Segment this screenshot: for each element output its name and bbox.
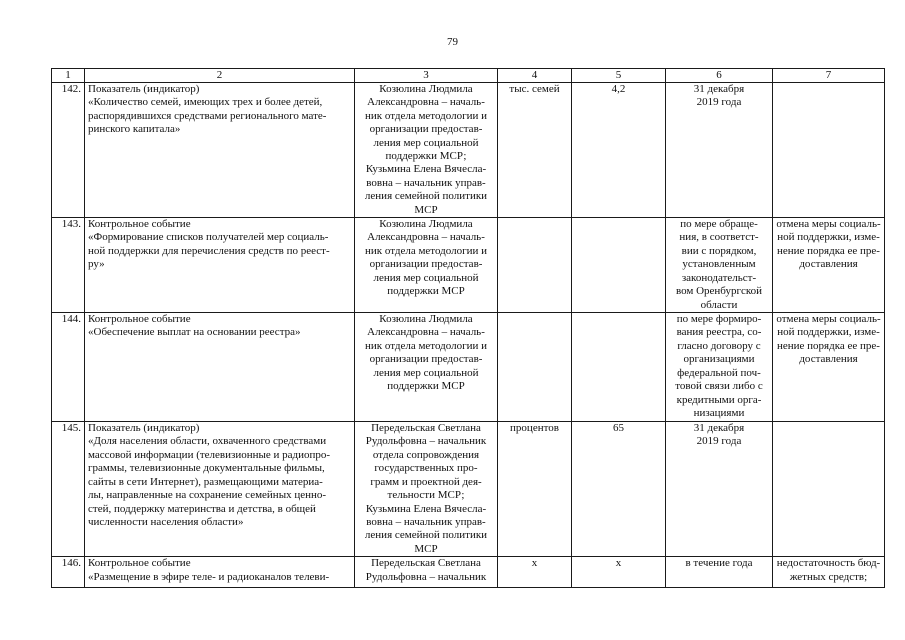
unit-cell <box>498 83 572 218</box>
column-header: 2 <box>85 69 355 83</box>
indicator-line: численности населения области» <box>88 515 244 528</box>
unit-line: тыс. семей <box>509 83 560 95</box>
unit-cell <box>498 557 572 588</box>
risk-line: нение порядка ее пре- <box>777 339 880 352</box>
value-line: 4,2 <box>611 83 626 95</box>
risk-line: отмена меры социаль- <box>776 218 881 231</box>
deadline-line: вания реестра, со- <box>676 326 762 339</box>
indicator-line: ринского капитала» <box>88 123 181 136</box>
risk-line: ной поддержки, изме- <box>777 231 880 244</box>
responsible-line: вовна – начальник управ- <box>366 176 486 189</box>
indicator-line: сайты в сети Интернет), размещающими материа- <box>88 475 323 488</box>
risk-line: доставления <box>799 353 858 366</box>
row-number-cell: 145. <box>52 422 85 557</box>
responsible-line: тельности МСР; <box>387 489 465 502</box>
risk-cell <box>773 313 885 422</box>
responsible-line: ления семейной политики <box>364 190 488 203</box>
responsible-line: Кузьмина Елена Вячесла- <box>365 163 487 176</box>
deadline-line: кредитными орга- <box>676 393 762 406</box>
responsible-line: Передельская Светлана <box>371 557 481 570</box>
risk-cell <box>773 557 885 588</box>
unit-line: х <box>531 557 538 570</box>
risk-cell <box>773 83 885 218</box>
deadline-line: 31 декабря <box>693 83 745 95</box>
deadline-line: области <box>700 298 738 311</box>
deadline-line: законодательст- <box>681 271 757 284</box>
page-number: 79 <box>447 36 458 48</box>
risk-line: доставления <box>799 258 858 271</box>
table-row <box>52 313 885 422</box>
responsible-line: ления мер социальной <box>373 136 479 149</box>
responsible-cell <box>355 313 498 422</box>
header-row <box>52 69 885 83</box>
plan-table <box>51 68 885 588</box>
deadline-line: товой связи либо с <box>675 380 763 393</box>
risk-line: жетных средств; <box>789 570 868 583</box>
row-number-cell: 142. <box>52 83 85 218</box>
responsible-line: МСР <box>414 542 438 555</box>
responsible-line: поддержки МСР <box>387 380 465 393</box>
indicator-line: «Размещение в эфире теле- и радиоканалов телеви- <box>88 570 330 583</box>
unit-cell <box>498 313 572 422</box>
deadline-line: 2019 года <box>696 435 742 448</box>
indicator-line: «Количество семей, имеющих трех и более детей, <box>88 96 323 109</box>
responsible-cell <box>355 422 498 557</box>
deadline-line: по мере формиро- <box>676 313 762 326</box>
deadline-line: организациями <box>683 353 755 366</box>
responsible-line: Козюлина Людмила <box>379 218 473 231</box>
deadline-line: вом Оренбургской <box>675 285 763 298</box>
deadline-cell <box>666 313 773 422</box>
value-line: х <box>615 557 622 570</box>
risk-line: отмена меры социаль- <box>776 313 881 326</box>
responsible-line: поддержки МСР; <box>385 150 467 163</box>
responsible-line: Александровна – началь- <box>367 96 485 109</box>
responsible-line: ник отдела методологии и <box>364 339 488 352</box>
deadline-line: федеральной поч- <box>677 366 761 379</box>
indicator-line: «Формирование списков получателей мер социаль- <box>88 231 329 244</box>
column-header: 4 <box>498 69 572 83</box>
value-cell <box>572 83 666 218</box>
deadline-line: вии с порядком, <box>681 244 757 257</box>
column-header: 1 <box>52 69 85 83</box>
responsible-line: организации предостав- <box>369 258 483 271</box>
table-row <box>52 83 885 218</box>
deadline-cell <box>666 218 773 313</box>
indicator-cell <box>85 83 355 218</box>
responsible-line: ления мер социальной <box>373 271 479 284</box>
indicator-cell <box>85 422 355 557</box>
table-row <box>52 218 885 313</box>
indicator-line: ной поддержки для перечисления средств по реест- <box>88 244 330 257</box>
row-number-cell: 146. <box>52 557 85 588</box>
indicator-cell <box>85 557 355 588</box>
table-row <box>52 422 885 557</box>
responsible-cell <box>355 218 498 313</box>
indicator-line: «Доля населения области, охваченного средствами <box>88 435 327 448</box>
deadline-line: низациями <box>693 406 745 419</box>
deadline-line: в течение года <box>685 557 753 570</box>
indicator-line: стей, поддержку материнства и детства, в общей <box>88 502 316 515</box>
deadline-line: ния, в соответст- <box>679 231 759 244</box>
responsible-line: Александровна – началь- <box>367 326 485 339</box>
column-header: 7 <box>773 69 885 83</box>
risk-line: нение порядка ее пре- <box>777 244 880 257</box>
indicator-line: Показатель (индикатор) <box>88 83 200 95</box>
deadline-line: гласно договору с <box>677 339 761 352</box>
column-header: 5 <box>572 69 666 83</box>
deadline-cell <box>666 557 773 588</box>
unit-cell <box>498 422 572 557</box>
responsible-line: Рудольфовна – начальник <box>365 570 487 583</box>
responsible-line: грамм и проектной дея- <box>370 475 482 488</box>
table-body <box>52 83 885 588</box>
row-number-cell: 143. <box>52 218 85 313</box>
responsible-cell <box>355 83 498 218</box>
value-cell <box>572 218 666 313</box>
column-header: 3 <box>355 69 498 83</box>
responsible-line: вовна – начальник управ- <box>366 515 486 528</box>
row-number-cell: 144. <box>52 313 85 422</box>
responsible-line: отдела сопровождения <box>372 448 480 461</box>
responsible-line: организации предостав- <box>369 123 483 136</box>
indicator-cell <box>85 313 355 422</box>
responsible-line: Кузьмина Елена Вячесла- <box>365 502 487 515</box>
indicator-line: Контрольное событие <box>88 557 191 570</box>
risk-line: недостаточность бюд- <box>776 557 881 570</box>
table-row <box>52 557 885 588</box>
responsible-line: Александровна – началь- <box>367 231 485 244</box>
indicator-line: «Обеспечение выплат на основании реестра» <box>88 326 301 339</box>
responsible-line: МСР <box>414 203 438 216</box>
indicator-line: массовой информации (телевизионные и радиопро- <box>88 448 331 461</box>
risk-line: ной поддержки, изме- <box>777 326 880 339</box>
deadline-cell <box>666 422 773 557</box>
responsible-line: Козюлина Людмила <box>379 313 473 326</box>
indicator-line: Показатель (индикатор) <box>88 422 200 435</box>
deadline-line: по мере обраще- <box>680 218 758 231</box>
deadline-line: установленным <box>682 258 756 271</box>
indicator-line: распорядившихся средствами регионального мате- <box>88 109 327 122</box>
responsible-line: ник отдела методологии и <box>364 244 488 257</box>
unit-line: процентов <box>510 422 559 435</box>
deadline-line: 2019 года <box>696 96 742 109</box>
indicator-line: лы, направленные на сохранение семейных ценно- <box>88 489 327 502</box>
indicator-cell <box>85 218 355 313</box>
deadline-cell <box>666 83 773 218</box>
value-line: 65 <box>613 422 624 435</box>
responsible-line: ления семейной политики <box>364 529 488 542</box>
value-cell <box>572 557 666 588</box>
column-header: 6 <box>666 69 773 83</box>
unit-cell <box>498 218 572 313</box>
responsible-line: ления мер социальной <box>373 366 479 379</box>
responsible-line: поддержки МСР <box>387 285 465 298</box>
responsible-line: государственных про- <box>374 462 478 475</box>
responsible-line: организации предостав- <box>369 353 483 366</box>
responsible-line: Передельская Светлана <box>371 422 481 435</box>
responsible-line: Козюлина Людмила <box>379 83 473 95</box>
indicator-line: ру» <box>88 258 105 271</box>
deadline-line: 31 декабря <box>693 422 745 435</box>
value-cell <box>572 313 666 422</box>
responsible-line: ник отдела методологии и <box>364 109 488 122</box>
risk-cell <box>773 218 885 313</box>
responsible-cell <box>355 557 498 588</box>
indicator-line: граммы, телевизионные документальные фильмы, <box>88 462 325 475</box>
indicator-line: Контрольное событие <box>88 313 191 326</box>
risk-cell <box>773 422 885 557</box>
responsible-line: Рудольфовна – начальник <box>365 435 487 448</box>
value-cell <box>572 422 666 557</box>
indicator-line: Контрольное событие <box>88 218 191 231</box>
